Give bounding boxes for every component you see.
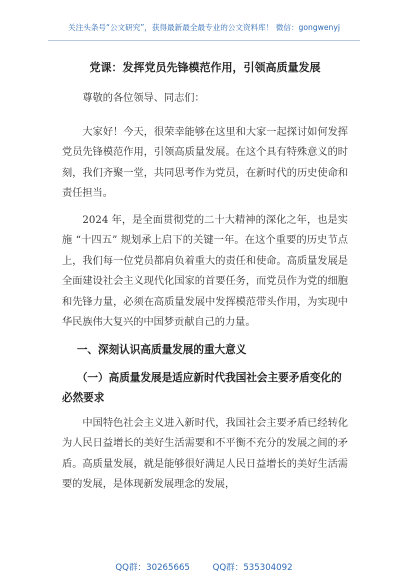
qq-group-1: QQ群：30265665 xyxy=(115,563,190,573)
header-divider xyxy=(48,40,360,41)
section-paragraph: 中国特色社会主义进入新时代，我国社会主要矛盾已经转化为人民日益增长的美好生活需要和不平衡不充分的发展之间的矛盾。高质量发展，就是能够很好满足人民日益增长的美好生活需要的发展，是体现新发展理念的发展， xyxy=(62,417,348,490)
salutation: 尊敬的各位领导、同志们： xyxy=(82,93,205,104)
subsection-heading: （一）高质量发展是适应新时代我国社会主要矛盾变化的必然要求 xyxy=(62,371,342,404)
section-heading: 一、深刻认识高质量发展的重大意义 xyxy=(76,343,247,356)
page-footer xyxy=(0,561,408,573)
page-header: 关注头条号“公文研究”，获得最新最全最专业的公文资料库！ 微信：gongwenyj xyxy=(68,23,340,32)
paragraph-1: 大家好！今天，很荣幸能够在这里和大家一起探讨如何发挥党员先锋模范作用，引领高质量发展。在这个具有特殊意义的时刻，我们齐聚一堂，共同思考作为党员，在新时代的历史使命和责任担当。 xyxy=(62,126,348,199)
paragraph-2: 2024 年，是全面贯彻党的二十大精神的深化之年，也是实施 “十四五” 规划承上启下的关键一年。在这个重要的历史节点上，我们每一位党员都肩负着重大的责任和使命。高质量发展是全面建设社会主义现代化国家的首要任务，而党员作为党的细胞和先锋力量，必须在高质量发展中发挥模范带头作用，为实现中华民族伟大复兴的中国梦贡献自己的力量。 xyxy=(62,214,348,328)
document-title: 党课：发挥党员先锋模范作用，引领高质量发展 xyxy=(89,61,321,74)
document-body xyxy=(62,60,348,502)
qq-group-2: QQ群：535304092 xyxy=(212,563,293,573)
